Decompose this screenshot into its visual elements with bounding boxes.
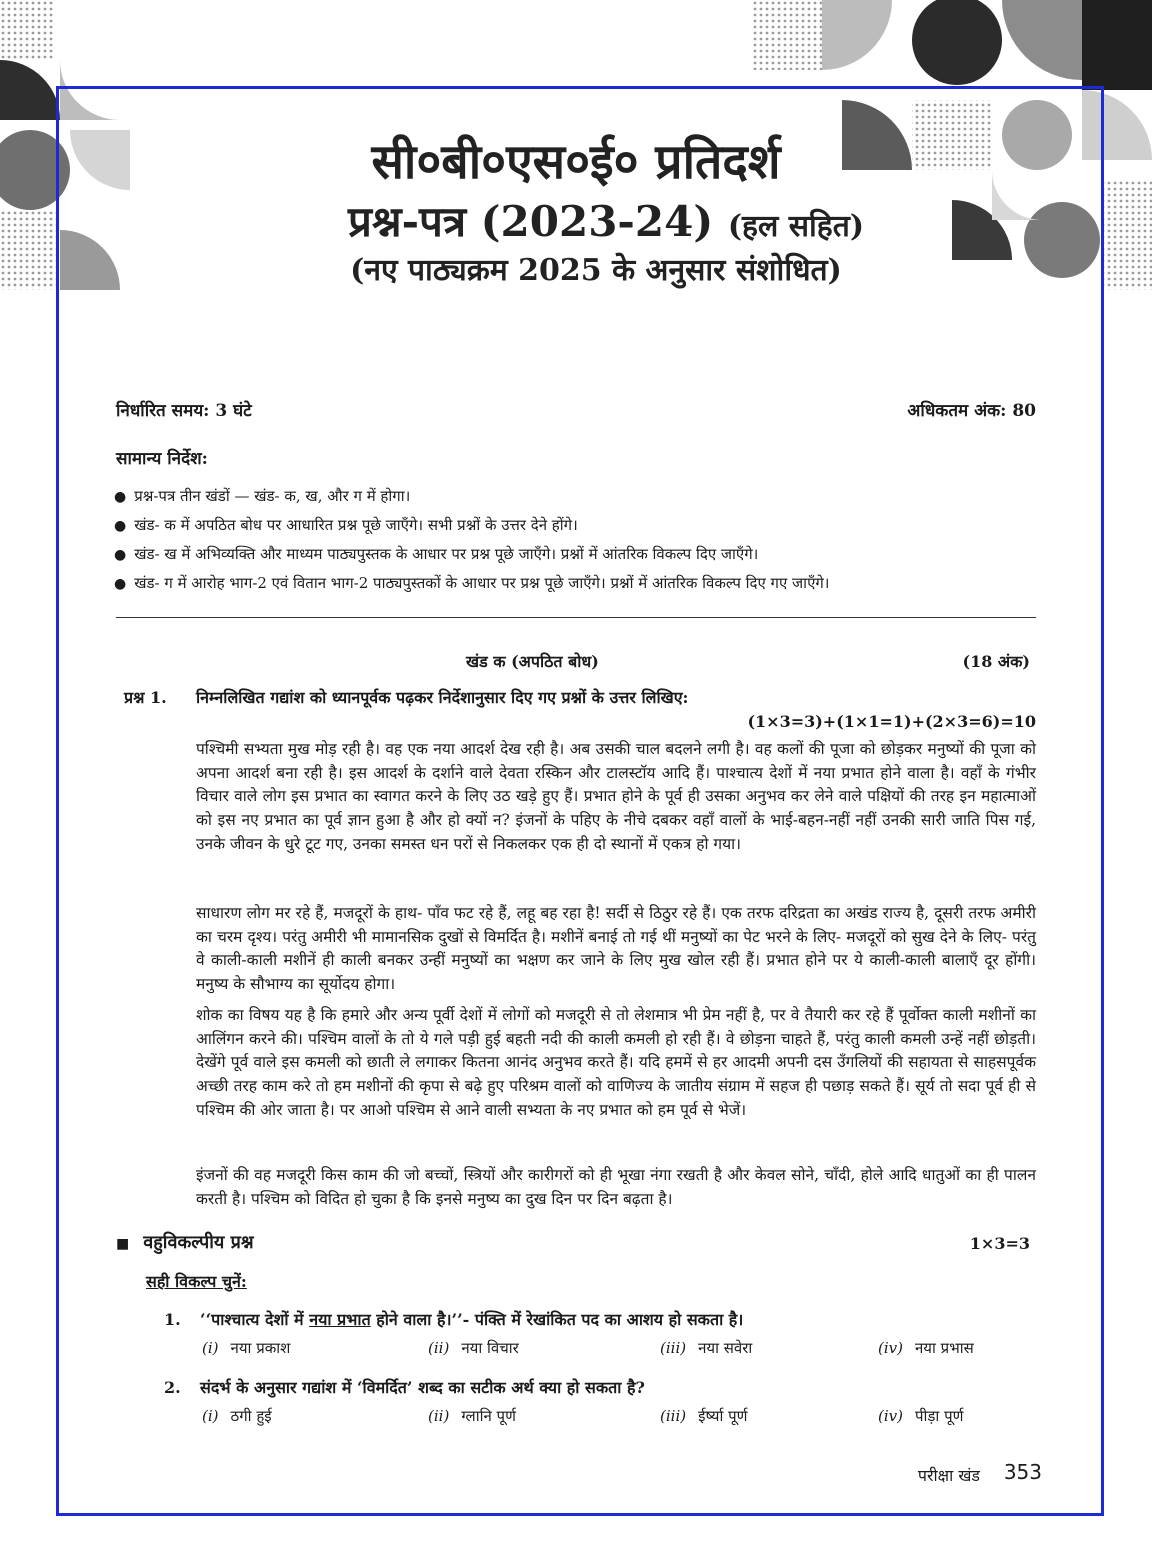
instruction-item: ● खंड- क में अपठित बोध पर आधारित प्रश्न पूछे जाएँगे। सभी प्रश्नों के उत्तर देने होंगे।	[114, 511, 1044, 540]
question-number: प्रश्न 1.	[124, 688, 167, 707]
instruction-item: ● खंड- ख में अभिव्यक्ति और माध्यम पाठ्यपुस्तक के आधार पर प्रश्न पूछे जाएँगे। प्रश्नों में आंतरिक विकल्प दिए जाएँगे।	[114, 540, 1044, 569]
mcq-question-text-start: ‘‘पाश्चात्य देशों में	[200, 1310, 310, 1329]
mcq-option[interactable]: (iii) ईर्ष्या पूर्ण	[660, 1407, 748, 1425]
general-instructions-heading: सामान्य निर्देश:	[116, 449, 208, 469]
divider	[116, 617, 1036, 618]
mcq-instruction: सही विकल्प चुनें:	[146, 1272, 247, 1291]
mcq-question-number: 1.	[164, 1310, 181, 1329]
title-line-2-suffix: (हल सहित)	[727, 209, 865, 244]
max-marks: अधिकतम अंक: 80	[907, 401, 1036, 421]
passage-paragraph: शोक का विषय यह है कि हमारे और अन्य पूर्वी देशों में लोगों को मजदूरी से तो लेशमात्र भी प्रेम नहीं है, पर वे तैयारी कर रहे हैं पूर्वोक्त काली मशीनों का आलिंगन करने की। पश्चिम वालों के तो ये गले पड़ी हुई बहती नदी की काली कमली हो रही हैं। वे छोड़ना चाहते हैं, परंतु काली कमली उन्हें नहीं छोड़ती। देखेंगे पूर्व वाले इस कमली को छाती ले लगाकर कितना आनंद अनुभव करते हैं। यदि हममें से हर आदमी अपनी दस उँगलियों की सहायता से साहसपूर्वक अच्छी तरह काम करे तो हम मशीनों की कृपा से बढ़े हुए परिश्रम वालों को वाणिज्य के जातीय संग्राम में सहज ही पछाड़ सकते हैं। सूर्य तो सदा पूर्व ही से पश्चिम की ओर जाता है। पर आओ पश्चिम से आने वाली सभ्यता के नए प्रभात को हम पूर्व से भेजें।	[196, 1006, 1036, 1119]
mcq-option[interactable]: (i) नया प्रकाश	[202, 1339, 291, 1357]
general-instructions-list	[114, 482, 1044, 598]
mcq-option[interactable]: (iii) नया सवेरा	[660, 1339, 753, 1357]
mcq-option[interactable]: (iv) नया प्रभास	[878, 1339, 974, 1357]
mcq-option[interactable]: (ii) नया विचार	[428, 1339, 519, 1357]
page-number: 353	[1003, 1460, 1042, 1484]
title-line-2	[60, 192, 1152, 249]
mcq-question-text: संदर्भ के अनुसार गद्यांश में ‘विमर्दित’ शब्द का सटीक अर्थ क्या हो सकता है?	[200, 1378, 645, 1397]
mcq-question-text-end: होने वाला है।’’- पंक्ति में रेखांकित पद का आशय हो सकता है।	[370, 1310, 744, 1329]
mcq-option[interactable]: (iv) पीड़ा पूर्ण	[878, 1407, 964, 1425]
passage-paragraph: इंजनों की वह मजदूरी किस काम की जो बच्चों, स्त्रियों और कारीगरों को ही भूखा नंगा रखती है और केवल सोने, चाँदी, होले आदि धातुओं का ही पालन करती है। पश्चिम को विदित हो चुका है कि इनसे मनुष्य का दुख दिन पर दिन बढ़ता है।	[196, 1166, 1036, 1208]
title-line-1: सी०बी०एस०ई० प्रतिदर्श	[371, 134, 781, 190]
time-allowed: निर्धारित समय: 3 घंटे	[116, 401, 252, 421]
section-title: खंड क (अपठित बोध)	[466, 652, 599, 671]
mcq-question-1	[164, 1308, 743, 1330]
title-line-3: (नए पाठ्यक्रम 2025 के अनुसार संशोधित)	[350, 253, 842, 288]
passage-paragraph: साधारण लोग मर रहे हैं, मजदूरों के हाथ- पाँव फट रहे हैं, लहू बह रहा है! सर्दी से ठिठुर रहे हैं। एक तरफ दरिद्रता का अखंड राज्य है, दूसरी तरफ अमीरी का चरम दृश्य। परंतु अमीरी भी मामानसिक दुखों से विमर्दित है। मशीनें बनाई तो गई थीं मनुष्यों का पेट भरने के लिए- मजदूरों को सुख देने के लिए- परंतु वे काली-काली मशीनें ही काली बनकर उन्हीं मनुष्यों का भक्षण कर जाने के लिए मुख खोल रही हैं। प्रभात होने पर ये काली-काली बालाएँ दूर होंगी। मनुष्य के सौभाग्य का सूर्योदय होगा।	[196, 904, 1036, 994]
mcq-option[interactable]: (ii) ग्लानि पूर्ण	[428, 1407, 516, 1425]
exam-meta	[116, 398, 1036, 421]
mcq-option[interactable]: (i) ठगी हुई	[202, 1407, 272, 1425]
mcq-question-underlined: नया प्रभात	[309, 1310, 371, 1329]
mcq-marks: 1×3=3	[969, 1234, 1030, 1253]
question-marks: (1×3=3)+(1×1=1)+(2×3=6)=10	[747, 712, 1036, 731]
mcq-question-number: 2.	[164, 1378, 181, 1397]
passage-paragraph: पश्चिमी सभ्यता मुख मोड़ रही है। वह एक नया आदर्श देख रही है। अब उसकी चाल बदलने लगी है। वह कलों की पूजा को छोड़कर मनुष्यों की पूजा को अपना आदर्श बना रही है। इस आदर्श के दर्शाने वाले देवता रस्किन और टालस्टॉय आदि हैं। पाश्चात्य देशों में नया प्रभात होने वाला है। वहाँ के गंभीर विचार वाले लोग इस प्रभात का स्वागत करने के लिए उठ खड़े हुए हैं। प्रभात होने के पूर्व ही उसका अनुभव कर लेने वाले पक्षियों की तरह इन महात्माओं को इस नए प्रभात का पूर्व ज्ञान हुआ है और हो क्यों न? इंजनों के पहिए के नीचे दबकर वहाँ वालों के भाई-बहन-नहीं नहीं उनकी सारी जाति पिस गई, उनके जीवन के धुरे टूट गए, उनका समस्त धन परों से निकलकर एक ही दो स्थानों में एकत्र हो गया।	[196, 740, 1036, 853]
mcq-heading: ■ वहुविकल्पीय प्रश्न	[116, 1230, 254, 1254]
instruction-item: ● प्रश्न-पत्र तीन खंडों — खंड- क, ख, और ग में होगा।	[114, 482, 1044, 511]
mcq-question-2	[164, 1376, 645, 1398]
instruction-item: ● खंड- ग में आरोह भाग-2 एवं वितान भाग-2 पाठ्यपुस्तकों के आधार पर प्रश्न पूछे जाएँगे। प्रश्नों में आंतरिक विकल्प दिए गए जाएँगे।	[114, 569, 1044, 598]
title-line-2-main: प्रश्न-पत्र (2023-24)	[347, 197, 714, 246]
section-marks: (18 अंक)	[962, 652, 1030, 671]
question-text: निम्नलिखित गद्यांश को ध्यानपूर्वक पढ़कर निर्देशानुसार दिए गए प्रश्नों के उत्तर लिखिए:	[196, 688, 689, 707]
footer-section-label: परीक्षा खंड	[917, 1466, 980, 1485]
